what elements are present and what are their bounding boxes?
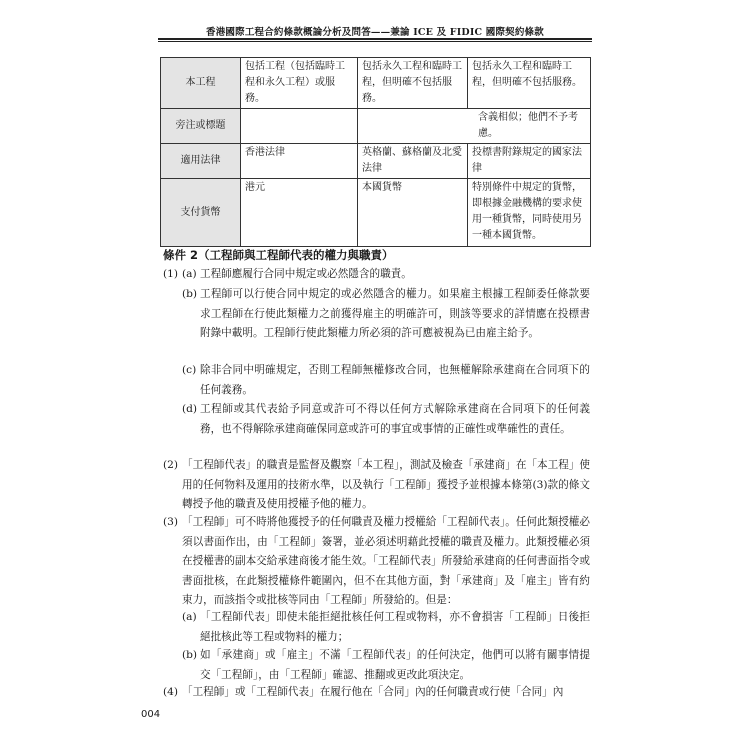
table-cell — [241, 109, 358, 144]
table-cell: 香港法律 — [241, 144, 358, 179]
table-row — [161, 58, 591, 109]
clause-3a-text: 「工程師代表」即使未能拒絕批核任何工程或物料，亦不會損害「工程師」日後拒絕批核此等工程或物料的權力； — [200, 611, 590, 643]
running-header: 香港國際工程合約條款概論分析及問答——兼論 ICE 及 FIDIC 國際契約條款 — [206, 27, 544, 38]
table-row — [161, 109, 591, 144]
clause-1a-text: 工程師應履行合同中規定或必然隱含的職責。 — [200, 268, 412, 280]
comparison-table — [160, 57, 591, 247]
clause-number: (1) — [163, 268, 179, 280]
subclause-marker: (d) — [182, 403, 198, 415]
clause-3b-text: 如「承建商」或「雇主」不滿「工程師代表」的任何決定，他們可以將有關事情提交「工程師」，由「工程師」確認、推翻或更改此項決定。 — [200, 649, 590, 681]
row-label: 適用法律 — [161, 144, 241, 179]
clause-2-text: 「工程師代表」的職責是監督及觀察「本工程」，測試及檢查「承建商」在「本工程」使用的任何物料及運用的技術水準，以及執行「工程師」獲授予並根據本條第(3)款的條文轉授予他的職責及使用授權予他的權力。 — [182, 459, 590, 510]
table-cell: 特別條件中規定的貨幣，即根據金融機構的要求使用一種貨幣，同時使用另一種本國貨幣。 — [468, 179, 591, 247]
clause-number: (4) — [163, 686, 179, 698]
table-cell: 本國貨幣 — [358, 179, 468, 247]
table-cell: 港元 — [241, 179, 358, 247]
clause-1c-text: 除非合同中明確規定，否則工程師無權修改合同，也無權解除承建商在合同項下的任何義務。 — [200, 364, 590, 396]
section-title: 條件 2（工程師與工程師代表的權力與職責） — [163, 248, 394, 262]
subclause-marker: (a) — [182, 268, 197, 280]
table-row — [161, 179, 591, 247]
page-number: 004 — [141, 709, 161, 720]
clause-number: (3) — [163, 516, 179, 528]
table-cell: 包括永久工程和臨時工程，但明確不包括服務。 — [468, 58, 591, 109]
clause-1d-text: 工程師或其代表給予同意或許可不得以任何方式解除承建商在合同項下的任何義務，也不得解除承建商確保同意或許可的事宜或事情的正確性或準確性的責任。 — [200, 403, 590, 435]
subclause-marker: (a) — [182, 611, 197, 623]
table-cell: 投標書附錄規定的國家法律 — [468, 144, 591, 179]
table-cell: 英格蘭、蘇格蘭及北愛法律 — [358, 144, 468, 179]
row-label: 支付貨幣 — [161, 179, 241, 247]
row-label: 本工程 — [161, 58, 241, 109]
table-cell-merged — [358, 109, 591, 144]
table-cell: 包括工程（包括臨時工程和永久工程）或服務。 — [241, 58, 358, 109]
clause-4-text: 「工程師」或「工程師代表」在履行他在「合同」內的任何職責或行使「合同」內 — [182, 686, 564, 698]
subclause-marker: (c) — [182, 364, 197, 376]
row-label: 旁注或標題 — [161, 109, 241, 144]
subclause-marker: (b) — [182, 288, 198, 300]
clause-3-text: 「工程師」可不時將他獲授予的任何職責及權力授權給「工程師代表」。任何此類授權必須以書面作出，由「工程師」簽署，並必須述明藉此授權的職責及權力。此類授權必須在授權書的副本交給承建商後才能生效。「工程師代表」所發給承建商的任何書面指令或書面批核，在此類授權條件範圍內，但不在其他方面，對「承建商」及「雇主」皆有約束力，而該指令或批核等同由「工程師」所發給的。但是： — [182, 516, 590, 606]
clause-1b-text: 工程師可以行使合同中規定的或必然隱含的權力。如果雇主根據工程師委任條款要求工程師在行使此類權力之前獲得雇主的明確許可，則該等要求的詳情應在投標書附錄中載明。工程師行使此類權力所必須的許可應被視為已由雇主給予。 — [200, 288, 590, 339]
table-row — [161, 144, 591, 179]
table-cell: 包括永久工程和臨時工程，但明確不包括服務。 — [358, 58, 468, 109]
header-rule — [158, 38, 592, 40]
clause-number: (2) — [163, 459, 179, 471]
header-rule-thin — [158, 41, 592, 42]
merged-cell-text: 含義相似；他們不予考慮。 — [478, 112, 578, 139]
subclause-marker: (b) — [182, 649, 198, 661]
